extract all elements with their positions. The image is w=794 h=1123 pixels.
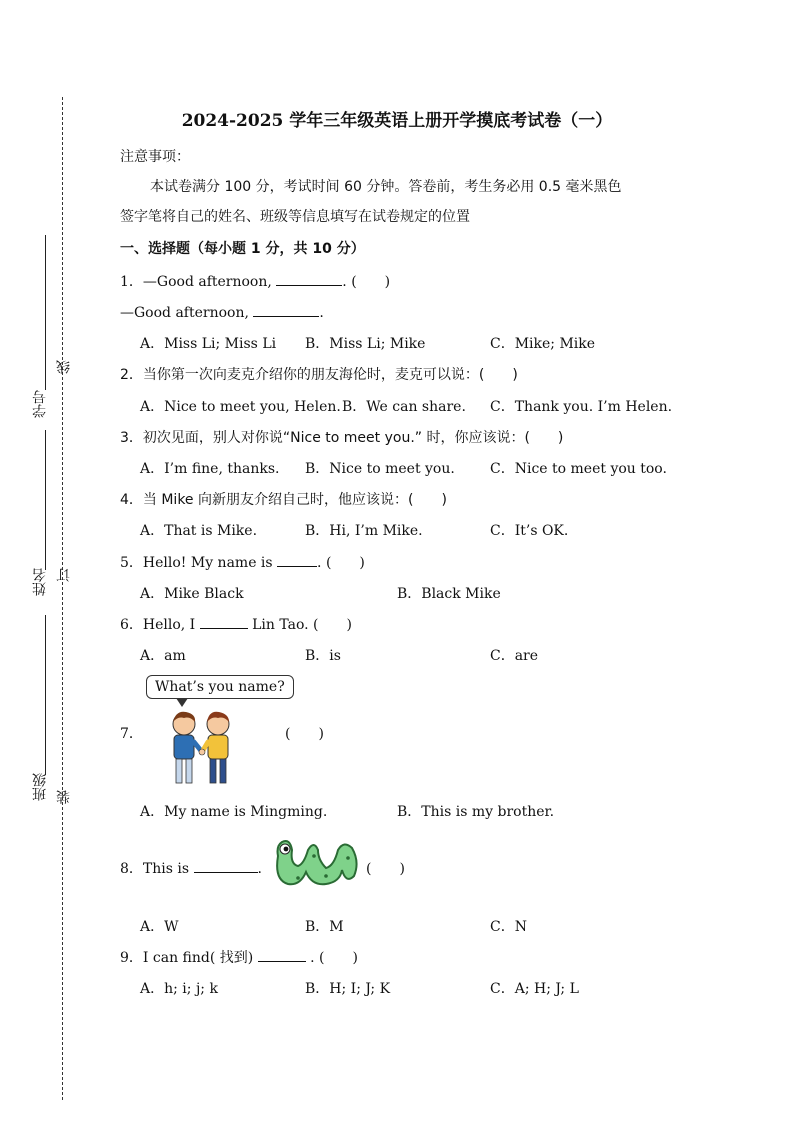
question-1-reply-b: . — [319, 305, 324, 321]
question-3-option-c[interactable]: C．Nice to meet you too. — [490, 461, 667, 477]
question-2-option-a[interactable]: A．Nice to meet you, Helen. — [140, 399, 341, 415]
question-3-option-a[interactable]: A．I’m fine, thanks. — [140, 461, 280, 477]
caterpillar-letter-w-illustration — [268, 836, 360, 892]
question-2-stem: 2．当你第一次向麦克介绍你的朋友海伦时，麦克可以说：( ) — [120, 367, 518, 383]
question-8 — [120, 858, 262, 878]
question-6-blank[interactable] — [200, 614, 248, 629]
question-6-stem-b: Lin Tao. ( ) — [247, 617, 352, 633]
question-1-option-c[interactable]: C．Mike; Mike — [490, 336, 596, 352]
question-9-option-a[interactable]: A．h; i; j; k — [140, 981, 218, 997]
question-8-stem-a: 8．This is — [120, 861, 194, 877]
question-8-stem-b: . — [257, 861, 262, 877]
question-1-reply-blank[interactable] — [253, 302, 319, 317]
question-9-option-b[interactable]: B．H; I; J; K — [305, 981, 391, 997]
question-1-option-b[interactable]: B．Miss Li; Mike — [305, 336, 426, 352]
question-8-blank[interactable] — [194, 858, 258, 873]
question-9-stem-b: . ( ) — [305, 950, 358, 966]
seal-text-ding: 订 — [56, 568, 72, 582]
question-5-option-a[interactable]: A．Mike Black — [140, 586, 244, 602]
question-9-option-c[interactable]: C．A; H; J; L — [490, 981, 579, 997]
question-1 — [120, 271, 390, 291]
question-7-answer-paren[interactable]: ( ) — [285, 726, 324, 742]
class-fill-line — [45, 615, 46, 775]
question-7-number: 7． — [120, 726, 143, 742]
student-id-label: 学号 — [32, 390, 48, 418]
question-5-blank[interactable] — [277, 552, 317, 567]
question-2-option-c[interactable]: C．Thank you. I’m Helen. — [490, 399, 673, 415]
question-2-option-b[interactable]: B．We can share. — [342, 399, 466, 415]
question-1-reply — [120, 302, 324, 321]
question-5-stem-a: 5．Hello! My name is — [120, 555, 278, 571]
question-1-reply-a: —Good afternoon, — [120, 305, 254, 321]
question-1-stem-a: 1．—Good afternoon, — [120, 274, 277, 290]
question-8-option-a[interactable]: A．W — [140, 919, 179, 935]
question-9 — [120, 947, 358, 967]
question-1-option-a[interactable]: A．Miss Li; Miss Li — [140, 336, 277, 352]
question-3-stem: 3．初次见面，别人对你说“Nice to meet you.” 时，你应该说：( ) — [120, 430, 564, 446]
question-5-stem-b: . ( ) — [317, 555, 365, 571]
seal-text-zhuang: 装 — [56, 790, 72, 804]
question-4-stem: 4．当 Mike 向新朋友介绍自己时，他应该说：( ) — [120, 492, 447, 508]
section-1-heading: 一、选择题（每小题 1 分，共 10 分） — [120, 241, 365, 257]
question-6-stem-a: 6．Hello, I — [120, 617, 200, 633]
seal-text-line: 线 — [56, 360, 72, 374]
question-6-option-b[interactable]: B．is — [305, 648, 341, 664]
student-id-fill-line — [45, 235, 46, 390]
question-7-option-b[interactable]: B．This is my brother. — [397, 804, 555, 820]
binding-dashed-line — [62, 97, 63, 1100]
question-6-option-a[interactable]: A．am — [140, 648, 186, 664]
question-6 — [120, 614, 352, 634]
notice-line-2: 签字笔将自己的姓名、班级等信息填写在试卷规定的位置 — [120, 209, 470, 225]
question-3-option-b[interactable]: B．Nice to meet you. — [305, 461, 455, 477]
two-boys-shaking-hands-illustration — [162, 708, 240, 788]
question-6-option-c[interactable]: C．are — [490, 648, 539, 664]
class-label: 班级 — [32, 773, 48, 801]
question-8-option-c[interactable]: C．N — [490, 919, 527, 935]
name-fill-line — [45, 430, 46, 570]
notice-line-1: 本试卷满分 100 分，考试时间 60 分钟。答卷前，考生务必用 0.5 毫米黑色 — [150, 179, 622, 195]
question-4-option-a[interactable]: A．That is Mike. — [140, 523, 258, 539]
page-title: 2024-2025 学年三年级英语上册开学摸底考试卷（一） — [181, 111, 613, 131]
question-9-blank[interactable] — [258, 947, 306, 962]
speech-bubble-tail — [176, 698, 188, 707]
question-8-answer-paren[interactable]: ( ) — [366, 861, 405, 877]
question-7-option-a[interactable]: A．My name is Mingming. — [140, 804, 328, 820]
speech-bubble: What’s you name? — [146, 675, 294, 699]
question-4-option-c[interactable]: C．It’s OK. — [490, 523, 569, 539]
notice-heading: 注意事项： — [120, 149, 190, 165]
question-4-option-b[interactable]: B．Hi, I’m Mike. — [305, 523, 423, 539]
question-1-blank[interactable] — [276, 271, 342, 286]
question-9-stem-a: 9．I can find( 找到) — [120, 950, 258, 966]
question-1-stem-b: . ( ) — [342, 274, 391, 290]
question-5 — [120, 552, 365, 572]
question-8-option-b[interactable]: B．M — [305, 919, 344, 935]
name-label: 姓名 — [32, 568, 48, 596]
question-5-option-b[interactable]: B．Black Mike — [397, 586, 501, 602]
